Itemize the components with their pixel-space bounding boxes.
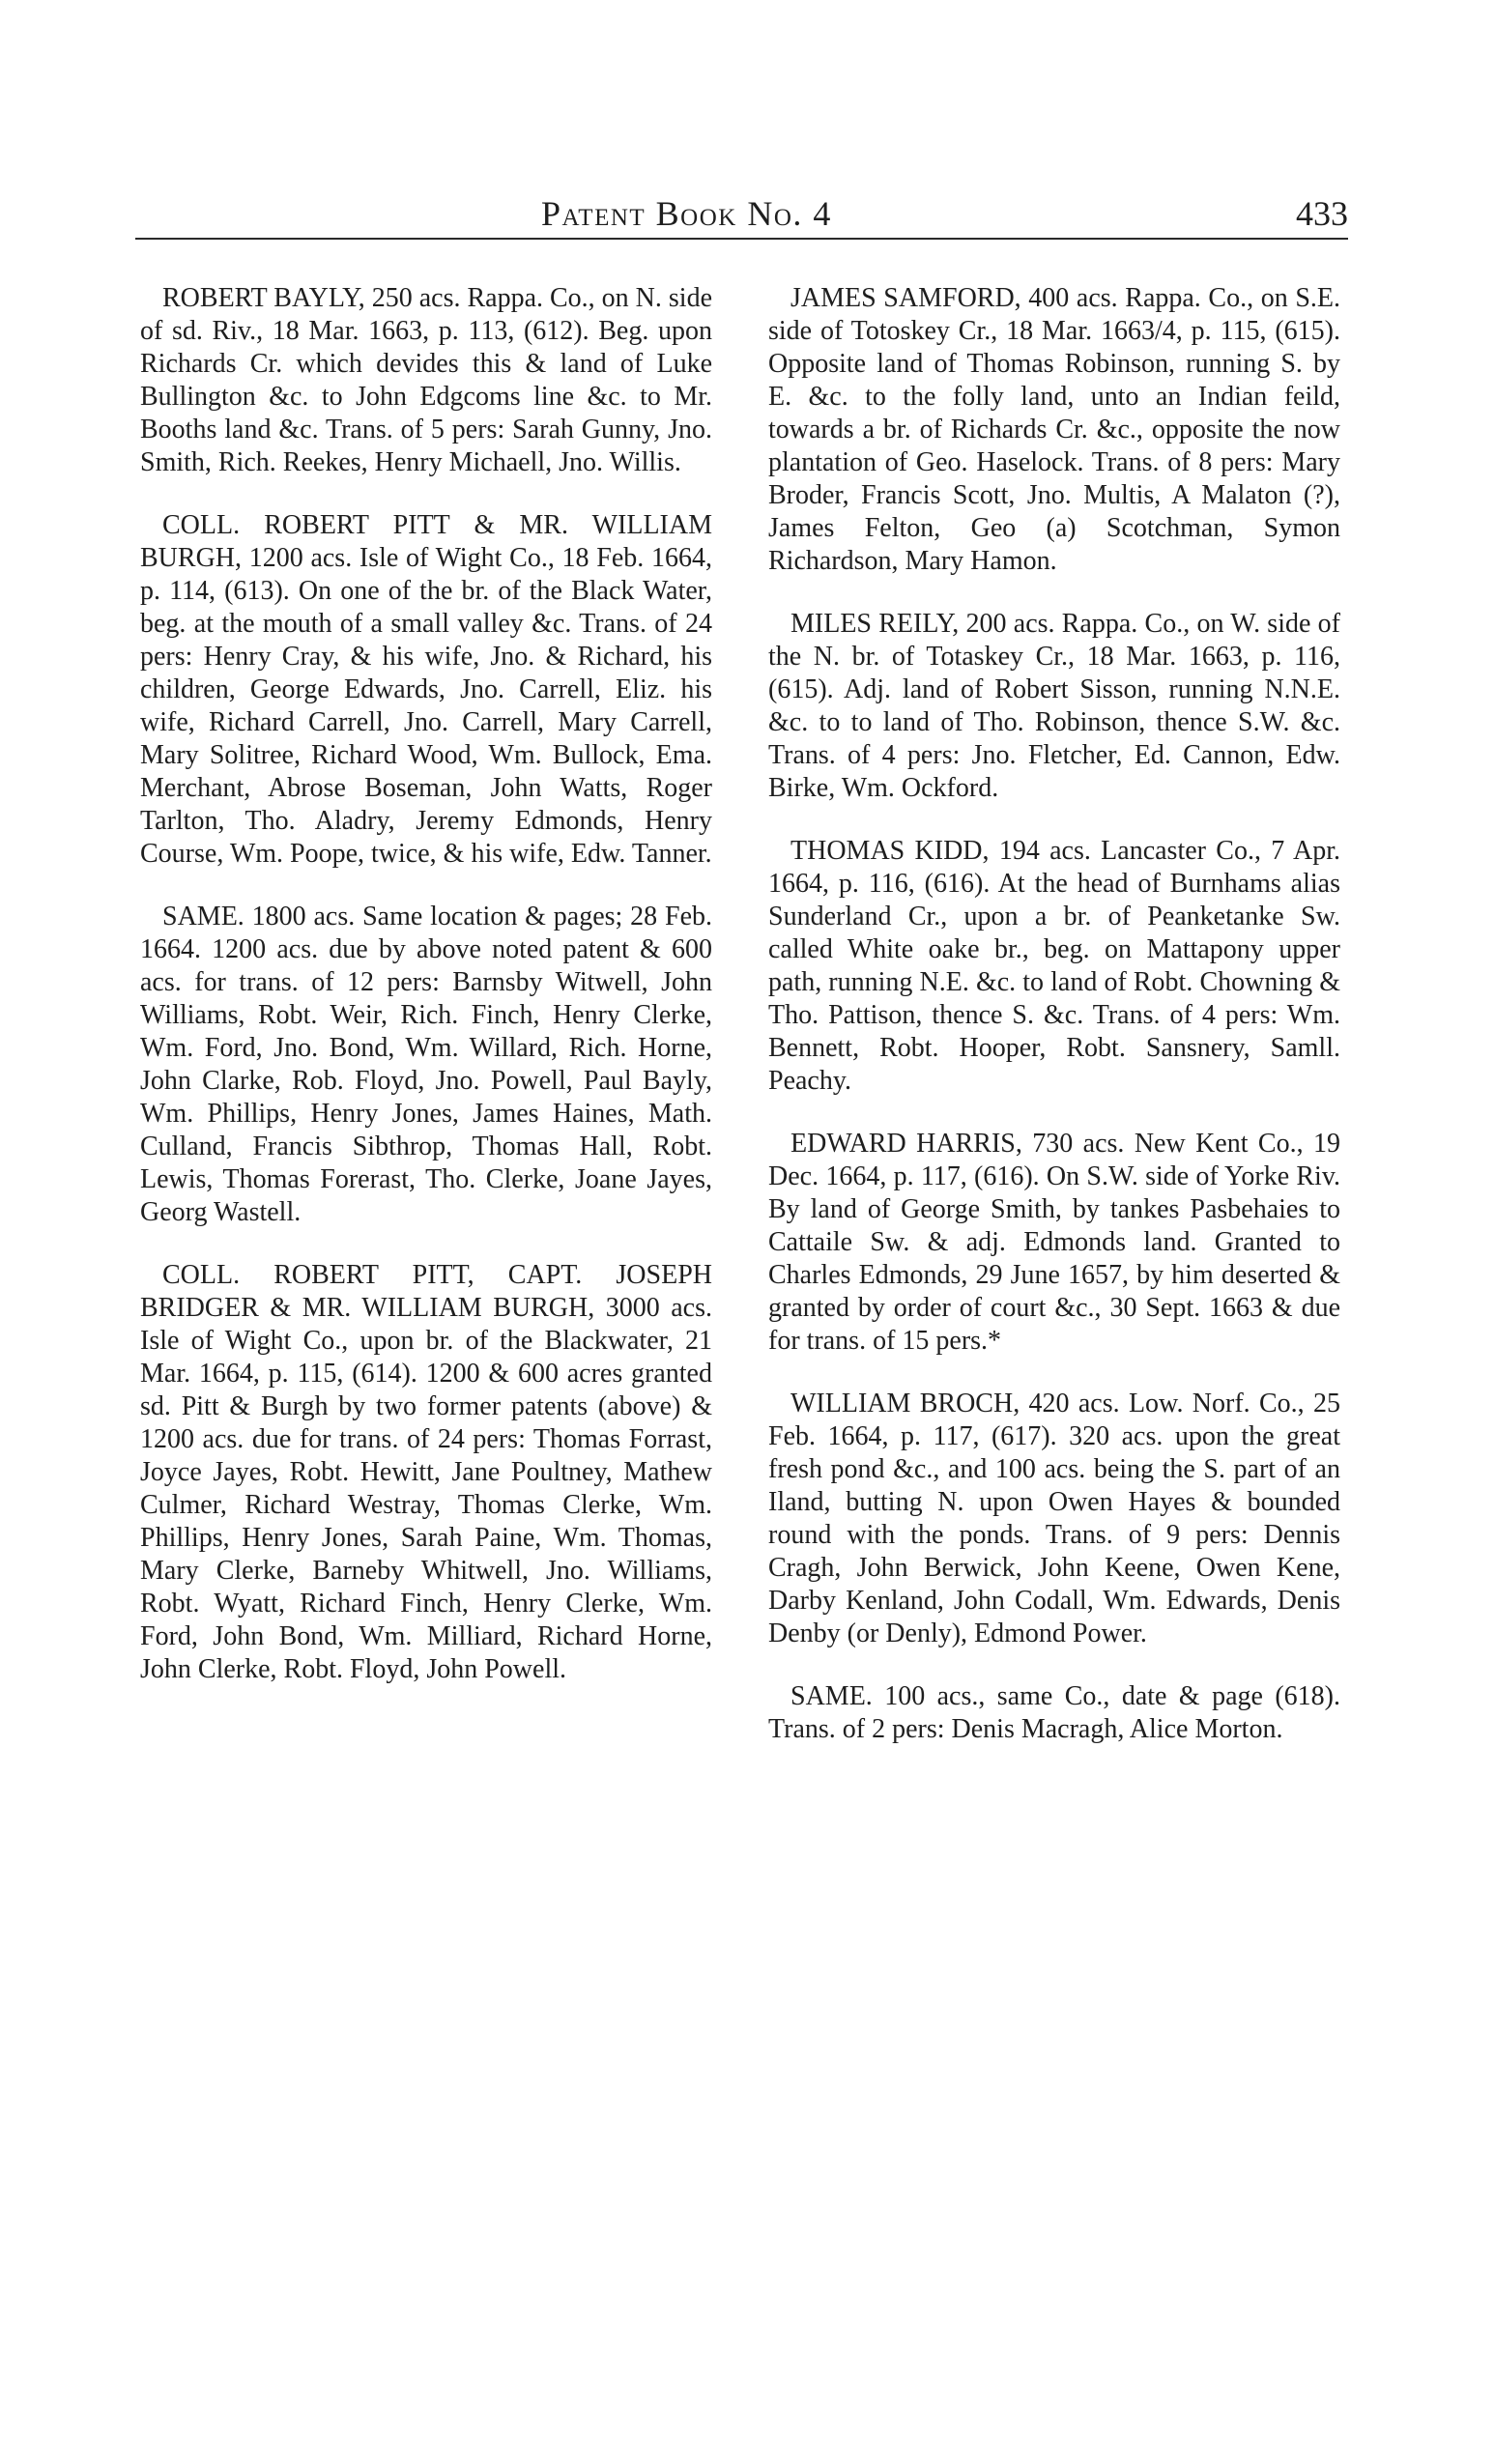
right-column [768,282,1340,1776]
patent-entry: MILES REILY, 200 acs. Rappa. Co., on W. side of the N. br. of Totaskey Cr., 18 Mar. 1663, p. 116, (615). Adj. land of Robert Sisson, running N.N.E. &c. to to land of Tho. Robinson, thence S.W. &c. Trans. of 4 pers: Jno. Fletcher, Ed. Cannon, Edw. Birke, Wm. Ockford. [768,609,1340,803]
patent-entry: SAME. 1800 acs. Same location & pages; 28 Feb. 1664. 1200 acs. due by above noted patent & 600 acs. for trans. of 12 pers: Barnsby Witwell, John Williams, Robt. Weir, Rich. Finch, Henry Clerke, Wm. Ford, Jno. Bond, Wm. Willard, Rich. Horne, John Clarke, Rob. Floyd, Jno. Powell, Paul Bayly, Wm. Phillips, Henry Jones, James Haines, Math. Culland, Francis Sibthrop, Thomas Hall, Robt. Lewis, Thomas Forerast, Tho. Clerke, Joane Jayes, Georg Wastell. [140,902,712,1227]
patent-entry: WILLIAM BROCH, 420 acs. Low. Norf. Co., 25 Feb. 1664, p. 117, (617). 320 acs. upon the great fresh pond &c., and 100 acs. being the S. part of an Iland, butting N. upon Owen Hayes & bounded round with the ponds. Trans. of 9 pers: Dennis Cragh, John Berwick, John Keene, Owen Kene, Darby Kenland, John Codall, Wm. Edwards, Denis Denby (or Denly), Edmond Power. [768,1389,1340,1648]
page-number: 433 [1296,194,1348,233]
patent-entry: JAMES SAMFORD, 400 acs. Rappa. Co., on S.E. side of Totoskey Cr., 18 Mar. 1663/4, p. 115, (615). Opposite land of Thomas Robinson, running S. by E. &c. to the folly land, unto an Indian feild, towards a br. of Richards Cr. &c., opposite the now plantation of Geo. Haselock. Trans. of 8 pers: Mary Broder, Francis Scott, Jno. Multis, A Malaton (?), James Felton, Geo (a) Scotchman, Symon Richardson, Mary Hamon. [768,283,1340,576]
left-column [140,282,712,1716]
running-title: Patent Book No. 4 [541,194,832,233]
page-header [135,193,1348,240]
patent-entry: EDWARD HARRIS, 730 acs. New Kent Co., 19 Dec. 1664, p. 117, (616). On S.W. side of Yorke Riv. By land of George Smith, by tankes Pasbehaies to Cattaile Sw. & adj. Edmonds land. Granted to Charles Edmonds, 29 June 1657, by him deserted & granted by order of court &c., 30 Sept. 1663 & due for trans. of 15 pers.* [768,1129,1340,1356]
patent-entry: SAME. 100 acs., same Co., date & page (618). Trans. of 2 pers: Denis Macragh, Alice Morton. [768,1681,1340,1744]
patent-entry: ROBERT BAYLY, 250 acs. Rappa. Co., on N. side of sd. Riv., 18 Mar. 1663, p. 113, (612). Beg. upon Richards Cr. which devides this & land of Luke Bullington &c. to John Edgcoms line &c. to Mr. Booths land &c. Trans. of 5 pers: Sarah Gunny, Jno. Smith, Rich. Reekes, Henry Michaell, Jno. Willis. [140,283,713,477]
patent-entry: COLL. ROBERT PITT & MR. WILLIAM BURGH, 1200 acs. Isle of Wight Co., 18 Feb. 1664, p. 114, (613). On one of the br. of the Black Water, beg. at the mouth of a small valley &c. Trans. of 24 pers: Henry Cray, & his wife, Jno. & Richard, his children, George Edwards, Jno. Carrell, Eliz. his wife, Richard Carrell, Jno. Carrell, Mary Carrell, Mary Solitree, Richard Wood, Wm. Bullock, Ema. Merchant, Abrose Boseman, John Watts, Roger Tarlton, Tho. Aladry, Jeremy Edmonds, Henry Course, Wm. Poope, twice, & his wife, Edw. Tanner. [140,510,712,869]
patent-entry: THOMAS KIDD, 194 acs. Lancaster Co., 7 Apr. 1664, p. 116, (616). At the head of Burnhams alias Sunderland Cr., upon a br. of Peanketanke Sw. called White oake br., beg. on Mattapony upper path, running N.E. &c. to land of Robt. Chowning & Tho. Pattison, thence S. &c. Trans. of 4 pers: Wm. Bennett, Robt. Hooper, Robt. Sansnery, Samll. Peachy. [768,836,1340,1096]
patent-entry: COLL. ROBERT PITT, CAPT. JOSEPH BRIDGER & MR. WILLIAM BURGH, 3000 acs. Isle of Wight Co., upon br. of the Blackwater, 21 Mar. 1664, p. 115, (614). 1200 & 600 acres granted sd. Pitt & Burgh by two former patents (above) & 1200 acs. due for trans. of 24 pers: Thomas Forrast, Joyce Jayes, Robt. Hewitt, Jane Poultney, Mathew Culmer, Richard Westray, Thomas Clerke, Wm. Phillips, Henry Jones, Sarah Paine, Wm. Thomas, Mary Clerke, Barneby Whitwell, Jno. Williams, Robt. Wyatt, Richard Finch, Henry Clerke, Wm. Ford, John Bond, Wm. Milliard, Richard Horne, John Clerke, Robt. Floyd, John Powell. [140,1260,712,1684]
